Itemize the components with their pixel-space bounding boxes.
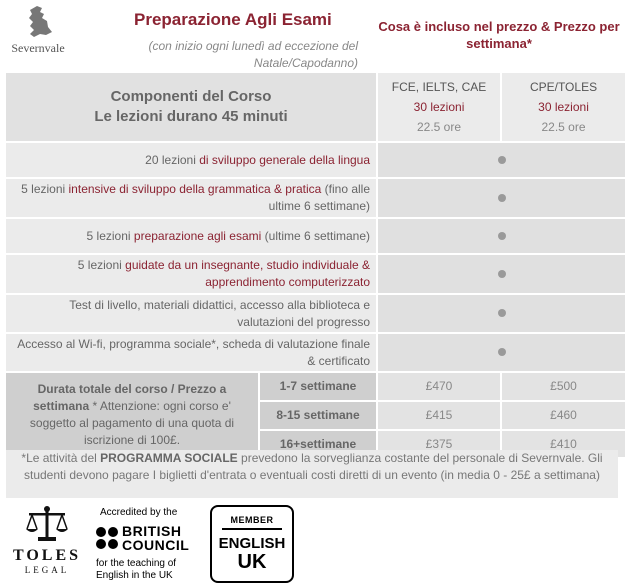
included-dot-icon [498, 270, 506, 278]
uk-map-icon [20, 4, 56, 40]
course-hours: 22.5 ore [541, 120, 586, 134]
table-row [6, 219, 625, 253]
period-label: 1-7 settimane [260, 373, 376, 400]
desc-text: 5 lezioni [86, 228, 134, 243]
included-dot-icon [498, 348, 506, 356]
price-fce: £375 [378, 431, 500, 457]
severnvale-logo [4, 4, 72, 56]
toles-legal-logo [10, 505, 84, 575]
desc-text: (fino alle ultime 6 settimane) [268, 182, 371, 213]
table-row [6, 179, 625, 217]
price-row [6, 373, 625, 400]
course-column-fce [378, 73, 500, 141]
british-council-name: COUNCIL [122, 537, 190, 553]
english-uk-name: UK [237, 551, 267, 573]
desc-highlight: preparazione agli esami [133, 228, 262, 243]
duration-note: * Attenzione: ogni corso e' soggetto al pagamento di una quota di iscrizione di 100£. [29, 399, 235, 447]
table-row [6, 295, 625, 332]
course-name: FCE, IELTS, CAE [391, 80, 487, 94]
duration-heading: Durata totale del corso / Prezzo a settimana [33, 382, 227, 413]
period-label: 16+settimane [260, 431, 376, 457]
included-cell [378, 255, 625, 293]
note-text: *Le attività del [21, 451, 101, 465]
desc-text: Test di livello, materiali didattici, accesso alla biblioteca e valutazioni del progresso [69, 297, 371, 329]
course-name: CPE/TOLES [529, 80, 598, 94]
english-uk-logo [210, 505, 294, 583]
english-uk-name: ENGLISH [218, 535, 286, 552]
course-lessons: 30 lezioni [538, 100, 589, 114]
component-description [6, 143, 376, 177]
course-table [4, 71, 627, 459]
british-council-tagline: for the teaching of English in the UK [96, 558, 177, 581]
included-dot-icon [498, 194, 506, 202]
included-cell [378, 219, 625, 253]
price-cpe: £460 [502, 402, 625, 429]
desc-highlight: di sviluppo generale della lingua [199, 152, 371, 167]
included-cell [378, 295, 625, 332]
page-subtitle: (con inizio ogni lunedì ad eccezione del Natale/Capodanno) [148, 39, 358, 70]
price-heading: Cosa è incluso nel prezzo & Prezzo per settimana* [378, 19, 620, 51]
course-column-cpe [502, 73, 625, 141]
components-lesson-length: Le lezioni durano 45 minuti [94, 108, 288, 125]
desc-highlight: intensive di sviluppo della grammatica & pratica [68, 182, 322, 196]
included-cell [378, 143, 625, 177]
social-programme-note [6, 450, 618, 498]
components-title: Componenti del Corso [110, 88, 272, 105]
included-dot-icon [498, 156, 506, 164]
british-council-mark [96, 524, 204, 552]
british-council-name: BRITISH [122, 523, 182, 539]
member-label: MEMBER [230, 515, 274, 525]
desc-highlight: guidate da un insegnante, studio individuale & apprendimento computerizzato [125, 258, 371, 289]
included-cell [378, 334, 625, 371]
component-description [6, 295, 376, 332]
desc-text: 5 lezioni [21, 182, 69, 196]
price-fce: £415 [378, 402, 500, 429]
included-dot-icon [498, 309, 506, 317]
note-text: prevedono la sorveglianza costante del personale di Severnvale. Gli studenti devono pagare I biglietti d'entrata o eventuali costi diretti di un evento (in media 0 - 25£ a settimana) [24, 451, 603, 482]
table-row [6, 143, 625, 177]
course-hours: 22.5 ore [416, 120, 462, 134]
table-row [6, 255, 625, 293]
desc-text: (ultime 6 settimane) [261, 228, 371, 243]
table-header-row [6, 73, 625, 141]
period-label: 8-15 settimane [260, 402, 376, 429]
price-cpe: £410 [502, 431, 625, 457]
component-description [6, 179, 376, 217]
desc-text: 5 lezioni [77, 258, 126, 272]
course-lessons: 30 lezioni [413, 100, 465, 114]
price-cpe: £500 [502, 373, 625, 400]
component-description [6, 255, 376, 293]
toles-name: TOLES [12, 547, 82, 564]
british-council-logo [96, 507, 204, 582]
page-title: Preparazione Agli Esami [134, 10, 332, 29]
price-fce: £470 [378, 373, 500, 400]
divider [222, 528, 282, 530]
accredited-by-text: Accredited by the [100, 507, 178, 518]
logo-text: Severnvale [11, 41, 65, 55]
note-bold: PROGRAMMA SOCIALE [100, 451, 238, 465]
included-dot-icon [498, 232, 506, 240]
component-description [6, 334, 376, 371]
desc-text: Accesso al Wi-fi, programma sociale*, scheda di valutazione finale & certificato [17, 336, 371, 368]
desc-text: 20 lezioni [145, 152, 200, 167]
toles-sub: LEGAL [24, 565, 70, 575]
duration-cell [6, 373, 258, 457]
component-description [6, 219, 376, 253]
table-row [6, 334, 625, 371]
scales-icon [24, 505, 70, 545]
included-cell [378, 179, 625, 217]
british-council-dots-icon [96, 527, 118, 549]
components-heading [6, 73, 376, 141]
